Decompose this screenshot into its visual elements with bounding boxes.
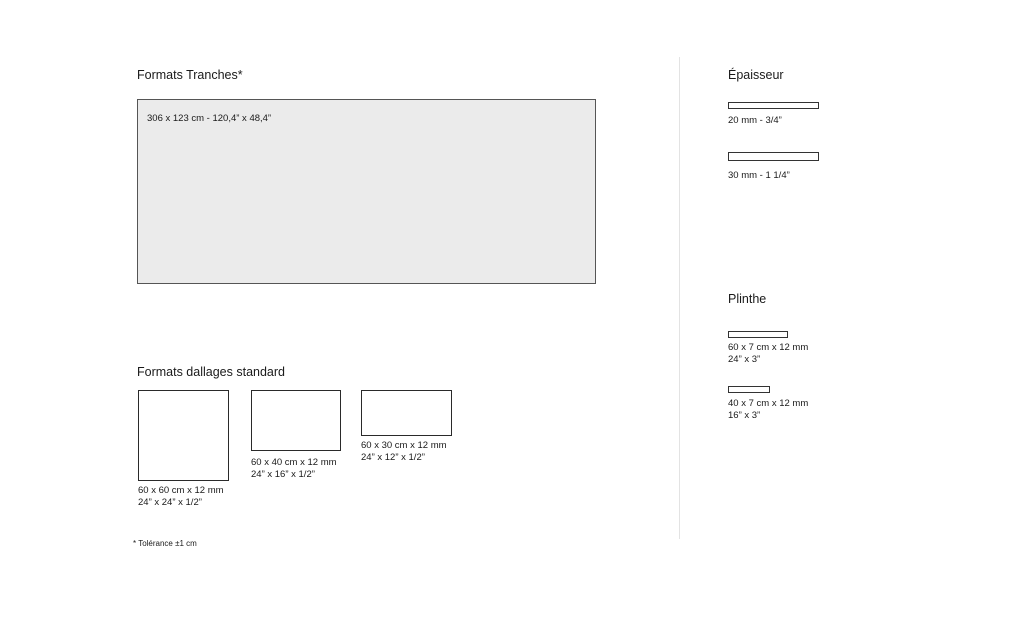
- tile-60x30-label: 60 x 30 cm x 12 mm 24” x 12” x 1/2”: [361, 440, 447, 463]
- thickness-30mm-label: 30 mm - 1 1/4”: [728, 170, 790, 181]
- thickness-20mm-label: 20 mm - 3/4”: [728, 115, 782, 126]
- slab-format-shape: [137, 99, 596, 284]
- tile-60x40-label: 60 x 40 cm x 12 mm 24” x 16” x 1/2”: [251, 457, 337, 480]
- slab-size-label: 306 x 123 cm - 120,4” x 48,4”: [147, 113, 272, 124]
- column-divider: [679, 57, 680, 539]
- slabs-title: Formats Tranches*: [137, 68, 243, 82]
- thickness-30mm-shape: [728, 152, 819, 161]
- tolerance-footnote: * Tolérance ±1 cm: [133, 539, 197, 548]
- tile-60x60-label: 60 x 60 cm x 12 mm 24” x 24” x 1/2”: [138, 485, 224, 508]
- skirting-40x7-label: 40 x 7 cm x 12 mm 16” x 3”: [728, 398, 809, 421]
- skirting-title: Plinthe: [728, 292, 767, 306]
- thickness-title: Épaisseur: [728, 68, 784, 82]
- tiles-title: Formats dallages standard: [137, 365, 285, 379]
- tile-60x30-shape: [361, 390, 452, 436]
- skirting-60x7-shape: [728, 331, 788, 338]
- skirting-60x7-label: 60 x 7 cm x 12 mm 24” x 3”: [728, 342, 809, 365]
- thickness-20mm-shape: [728, 102, 819, 109]
- tile-60x40-shape: [251, 390, 341, 451]
- tile-60x60-shape: [138, 390, 229, 481]
- skirting-40x7-shape: [728, 386, 770, 393]
